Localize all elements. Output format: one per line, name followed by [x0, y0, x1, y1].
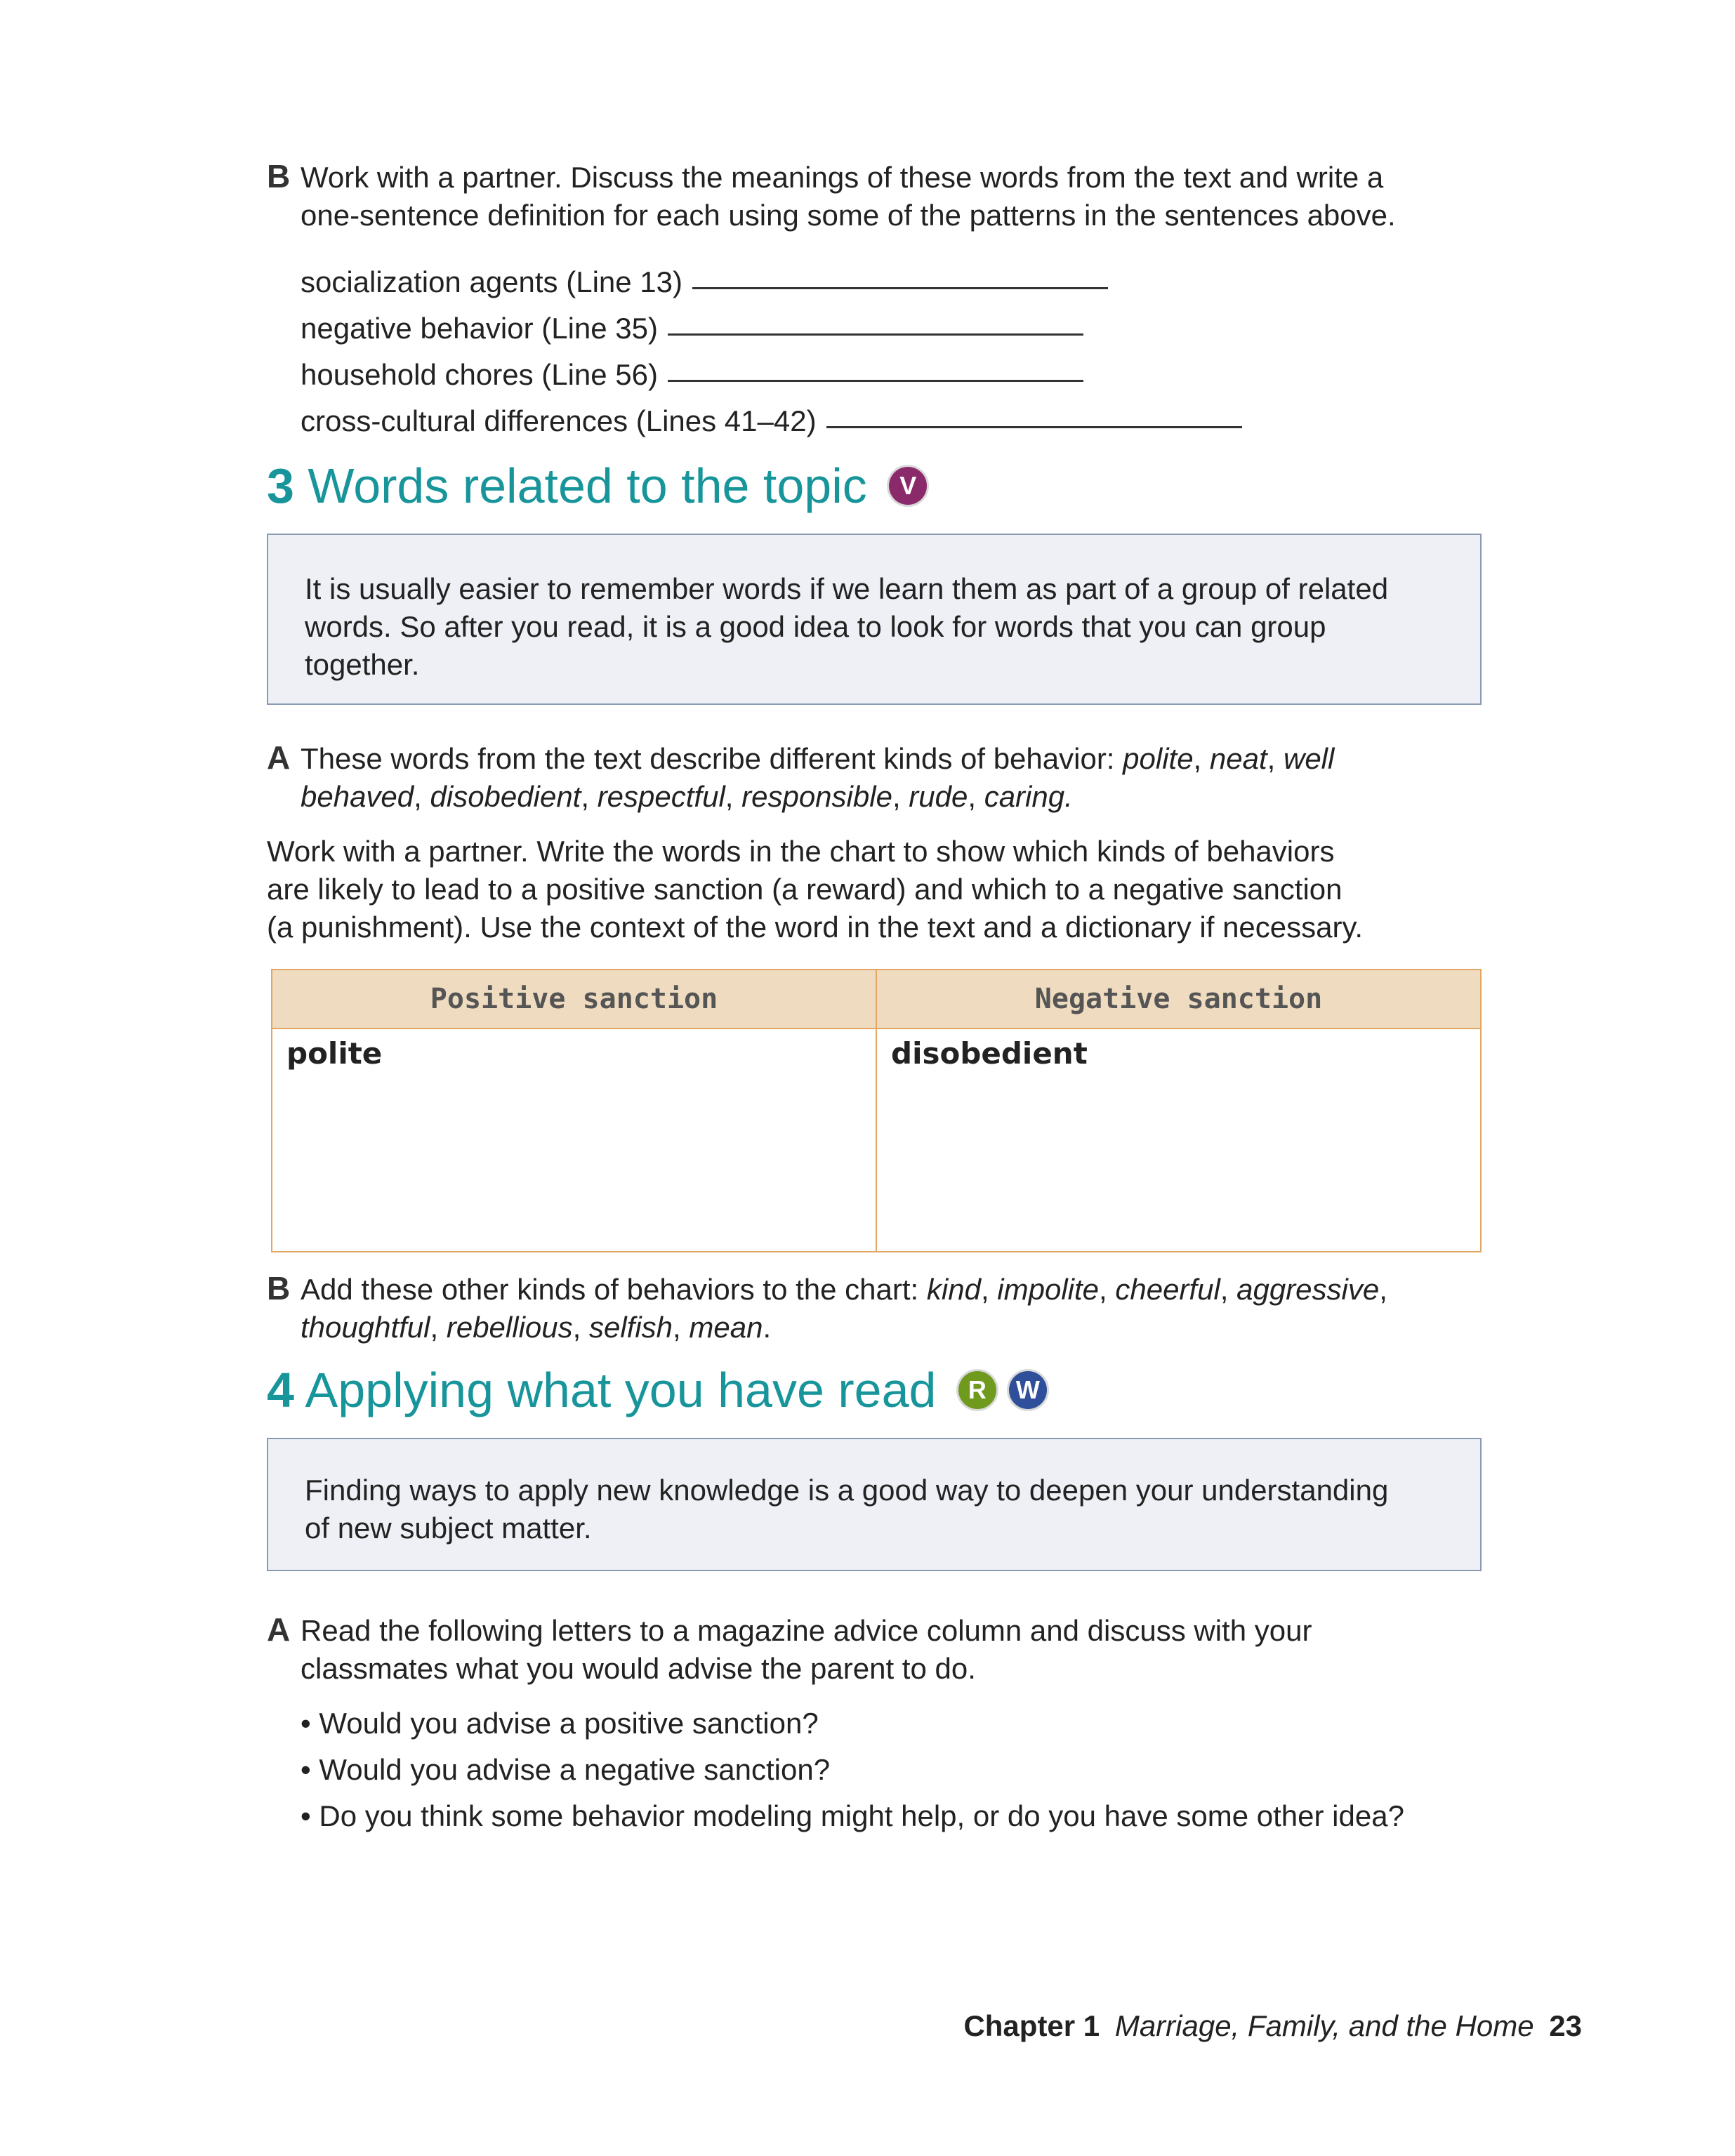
answer-blank[interactable]	[668, 380, 1083, 382]
negative-sanction-cell[interactable]: disobedient	[876, 1029, 1481, 1252]
chart-instruction-2: are likely to lead to a positive sanction (a reward) and which to a negative sanction	[267, 873, 1343, 906]
word: selfish	[588, 1311, 673, 1344]
tip-line: of new subject matter.	[305, 1512, 592, 1545]
instruction-line-1: Work with a partner. Discuss the meanings of these words from the text and write a	[301, 161, 1384, 194]
chart-instruction-1: Work with a partner. Write the words in the chart to show which kinds of behaviors	[267, 835, 1335, 868]
exercise-letter-b: B	[267, 158, 291, 194]
word: well	[1283, 742, 1335, 775]
chart-header-positive: Positive sanction	[272, 970, 876, 1029]
tip-box	[267, 534, 1482, 705]
term-label: cross-cultural differences (Lines 41–42)	[301, 404, 817, 437]
section-number: 3	[267, 458, 294, 513]
word: mean	[689, 1311, 763, 1344]
answer-blank[interactable]	[692, 287, 1108, 289]
tip-box	[267, 1438, 1482, 1571]
term-label: negative behavior (Line 35)	[301, 312, 659, 345]
positive-sanction-cell[interactable]: polite	[272, 1029, 876, 1252]
word: rebellious	[446, 1311, 573, 1344]
bullet-text: Would you advise a negative sanction?	[319, 1753, 831, 1786]
chart-instruction-3: (a punishment). Use the context of the word in the text and a dictionary if necessary.	[267, 911, 1364, 944]
words-intro: These words from the text describe different kinds of behavior:	[301, 742, 1123, 775]
word: respectful	[597, 780, 725, 813]
section-number: 4	[267, 1363, 294, 1417]
answer-blank[interactable]	[826, 426, 1242, 428]
vocabulary-badge-icon: V	[889, 467, 927, 505]
page-footer	[963, 2009, 1582, 2043]
tip-line: together.	[305, 648, 420, 681]
instruction-line-2: classmates what you would advise the parent to do.	[301, 1652, 976, 1685]
exercise-letter-b: B	[267, 1270, 291, 1307]
page-number: 23	[1549, 2009, 1582, 2042]
exercise-letter-a: A	[267, 739, 291, 776]
word: aggressive	[1236, 1273, 1380, 1306]
bullet-item: • Would you advise a positive sanction?	[301, 1707, 819, 1740]
add-words-line-1: Add these other kinds of behaviors to the chart: kind, impolite, cheerful, aggressive,	[301, 1273, 1387, 1306]
tip-line: Finding ways to apply new knowledge is a good way to deepen your understanding	[305, 1474, 1389, 1507]
words-intro: Add these other kinds of behaviors to the chart:	[301, 1273, 927, 1306]
answer-blank[interactable]	[668, 333, 1083, 336]
word: kind	[926, 1273, 981, 1306]
word: responsible	[741, 780, 892, 813]
definition-row	[301, 396, 1242, 438]
section-title: Applying what you have read	[305, 1363, 937, 1417]
chart-header-negative: Negative sanction	[876, 970, 1481, 1029]
add-words-line-2: thoughtful, rebellious, selfish, mean.	[301, 1311, 772, 1344]
section-title: Words related to the topic	[308, 458, 867, 513]
section-heading-4	[267, 1362, 1047, 1418]
word: cheerful	[1115, 1273, 1220, 1306]
word: behaved	[301, 780, 414, 813]
section-heading-3	[267, 458, 927, 514]
instruction-line-1: Read the following letters to a magazine advice column and discuss with your	[301, 1614, 1312, 1647]
word: polite	[1123, 742, 1194, 775]
words-list-line-2: behaved, disobedient, respectful, responsible, rude, caring.	[301, 780, 1073, 813]
definition-row	[301, 303, 1083, 345]
word: rude	[909, 780, 968, 813]
term-label: socialization agents (Line 13)	[301, 265, 682, 298]
footer-chapter: Chapter 1	[963, 2009, 1100, 2042]
instruction-line-2: one-sentence definition for each using some of the patterns in the sentences above.	[301, 199, 1396, 232]
tip-line: It is usually easier to remember words if we learn them as part of a group of related	[305, 572, 1389, 605]
exercise-letter-a: A	[267, 1611, 291, 1648]
word: disobedient	[430, 780, 581, 813]
reading-badge-icon: R	[958, 1371, 996, 1409]
word: thoughtful	[301, 1311, 430, 1344]
words-list-line-1: These words from the text describe different kinds of behavior: polite, neat, well	[301, 742, 1335, 775]
tip-line: words. So after you read, it is a good idea to look for words that you can group	[305, 610, 1326, 643]
bullet-text: Would you advise a positive sanction?	[319, 1707, 819, 1740]
bullet-item: • Do you think some behavior modeling might help, or do you have some other idea?	[301, 1799, 1404, 1832]
bullet-text: Do you think some behavior modeling might help, or do you have some other idea?	[319, 1799, 1404, 1832]
word: neat	[1209, 742, 1267, 775]
footer-chapter-title: Marriage, Family, and the Home	[1114, 2009, 1534, 2042]
bullet-item: • Would you advise a negative sanction?	[301, 1753, 831, 1786]
word: caring.	[984, 780, 1073, 813]
definition-row	[301, 350, 1083, 392]
sanction-chart	[271, 969, 1482, 1252]
term-label: household chores (Line 56)	[301, 358, 659, 391]
definition-row	[301, 257, 1108, 299]
word: impolite	[997, 1273, 1100, 1306]
writing-badge-icon: W	[1009, 1371, 1047, 1409]
